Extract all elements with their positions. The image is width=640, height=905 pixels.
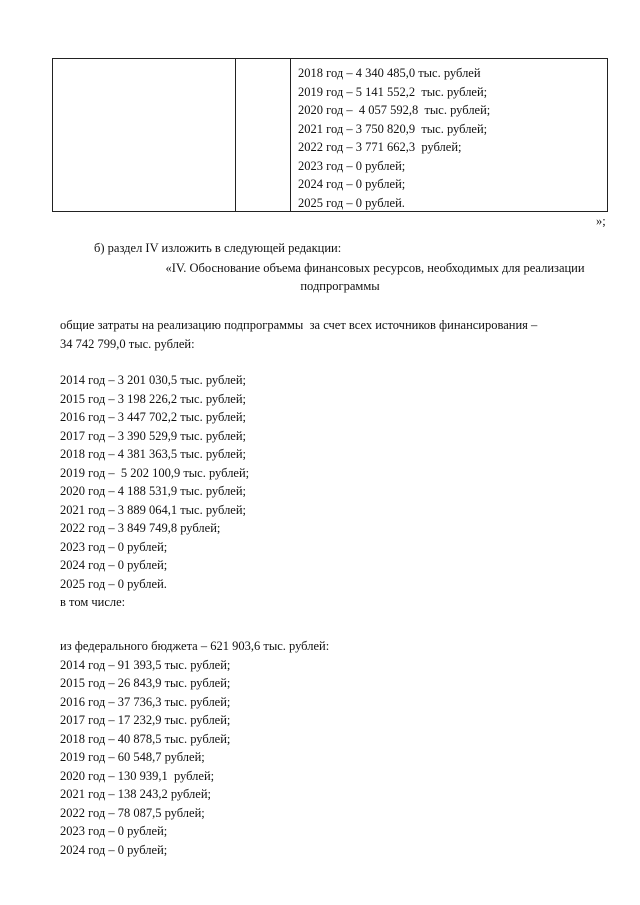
federal-budget-section xyxy=(60,637,620,859)
table-cell-funding-years xyxy=(298,64,490,212)
list-item: 2025 год – 0 рублей. xyxy=(298,195,405,210)
list-item: 2017 год – 3 390 529,9 тыс. рублей; xyxy=(60,428,247,443)
list-item: 2019 год – 5 141 552,2 тыс. рублей; xyxy=(298,84,488,99)
list-item: 2022 год – 3 849 749,8 рублей; xyxy=(60,521,221,535)
list-item: 2023 год – 0 рублей; xyxy=(298,158,406,173)
list-item: 2021 год – 138 243,2 рублей; xyxy=(60,787,211,801)
list-item: 2021 год – 3 889 064,1 тыс. рублей; xyxy=(60,502,247,517)
list-item: 2022 год – 78 087,5 рублей; xyxy=(60,805,205,820)
amendment-heading: б) раздел IV изложить в следующей редакции: xyxy=(94,241,342,255)
total-costs-line-1: общие затраты на реализацию подпрограммы за счет всех источников финансирования – xyxy=(60,318,538,332)
list-item: 2017 год – 17 232,9 тыс. рублей; xyxy=(60,713,231,727)
list-item: 2016 год – 3 447 702,2 тыс. рублей; xyxy=(60,410,247,424)
total-years-list xyxy=(60,371,620,612)
list-item: 2023 год – 0 рублей; xyxy=(60,539,168,554)
total-costs-paragraph xyxy=(60,316,620,353)
table-column-divider xyxy=(235,59,236,211)
list-item: 2020 год – 4 188 531,9 тыс. рублей; xyxy=(60,484,247,498)
section-title xyxy=(60,259,620,295)
funding-table xyxy=(52,58,608,212)
list-item: 2023 год – 0 рублей; xyxy=(60,824,168,838)
table-column-divider xyxy=(290,59,291,211)
list-item: 2020 год – 130 939,1 рублей; xyxy=(60,768,215,783)
list-item: 2014 год – 3 201 030,5 тыс. рублей; xyxy=(60,373,247,387)
section-title-line-2: подпрограммы xyxy=(300,279,380,293)
list-item: в том числе: xyxy=(60,595,126,609)
list-item: 2024 год – 0 рублей; xyxy=(60,842,168,857)
list-item: 2024 год – 0 рублей; xyxy=(298,177,406,191)
total-costs-line-2: 34 742 799,0 тыс. рублей: xyxy=(60,336,195,351)
closing-quote-mark: »; xyxy=(596,214,606,228)
federal-years-list xyxy=(60,656,620,860)
list-item: 2015 год – 3 198 226,2 тыс. рублей; xyxy=(60,391,247,406)
list-item: 2018 год – 4 381 363,5 тыс. рублей; xyxy=(60,447,247,461)
list-item: 2018 год – 4 340 485,0 тыс. рублей xyxy=(298,66,481,80)
list-item: 2019 год – 60 548,7 рублей; xyxy=(60,750,205,764)
list-item: 2024 год – 0 рублей; xyxy=(60,558,168,572)
list-item: 2015 год – 26 843,9 тыс. рублей; xyxy=(60,676,231,690)
list-item: 2025 год – 0 рублей. xyxy=(60,576,167,591)
list-item: 2014 год – 91 393,5 тыс. рублей; xyxy=(60,657,231,672)
federal-budget-heading: из федерального бюджета – 621 903,6 тыс. рублей: xyxy=(60,639,330,653)
list-item: 2020 год – 4 057 592,8 тыс. рублей; xyxy=(298,103,491,117)
section-title-line-1: «IV. Обоснование объема финансовых ресурсов, необходимых для реализации xyxy=(165,261,585,275)
list-item: 2016 год – 37 736,3 тыс. рублей; xyxy=(60,694,231,709)
list-item: 2019 год – 5 202 100,9 тыс. рублей; xyxy=(60,465,250,480)
list-item: 2018 год – 40 878,5 тыс. рублей; xyxy=(60,731,231,746)
list-item: 2021 год – 3 750 820,9 тыс. рублей; xyxy=(298,121,488,136)
list-item: 2022 год – 3 771 662,3 рублей; xyxy=(298,140,462,154)
